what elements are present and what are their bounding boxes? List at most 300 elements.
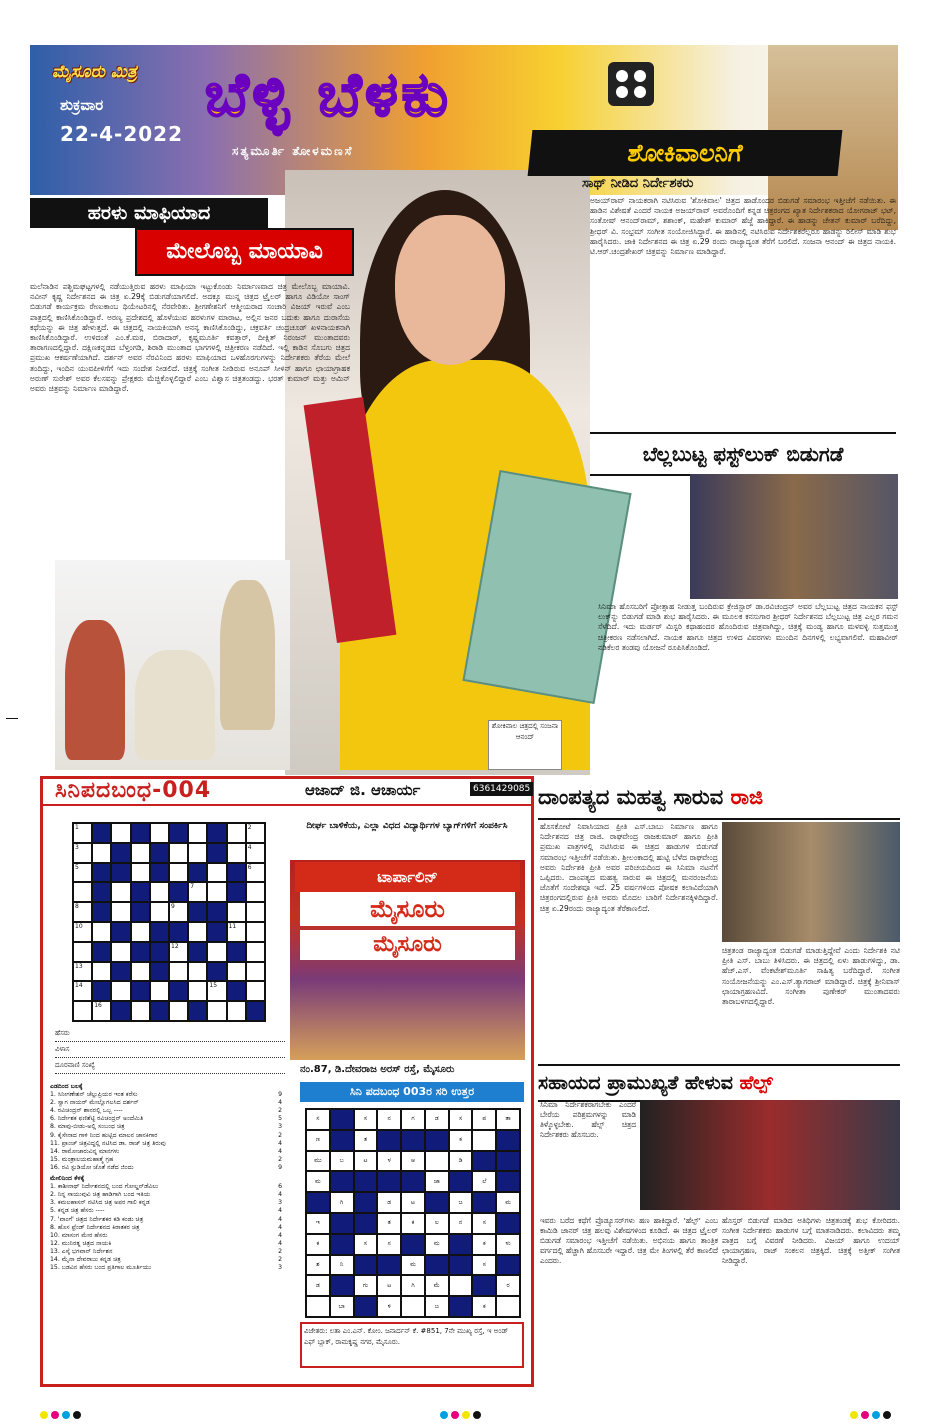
crossword-cell-number: 10	[75, 922, 83, 930]
answer-cell	[330, 1130, 354, 1151]
answer-cell	[401, 1171, 425, 1192]
crossword-cell-number: 7	[190, 883, 195, 891]
crossword-cell-number: 12	[171, 942, 179, 950]
clue-length: 4	[278, 1239, 282, 1247]
crossword-cell[interactable]	[111, 942, 130, 962]
clue-row	[50, 1148, 282, 1156]
crossword-cell	[92, 942, 111, 962]
answer-cell: ಟ	[354, 1151, 378, 1172]
crossword-cell	[227, 942, 246, 962]
crossword-cell-number: 6	[247, 863, 252, 871]
answer-cell: ಲ	[425, 1213, 449, 1234]
crossword-title: ಸಿನಿಪದಬಂಧ-004	[55, 778, 212, 803]
answer-cell: ನ	[449, 1213, 473, 1234]
answer-cell	[354, 1296, 378, 1317]
crossword-cell[interactable]	[246, 942, 265, 962]
clue-length: 2	[278, 1247, 282, 1255]
right-article-body: ಅಜಯ್‌ರಾವ್ ನಾಯಕರಾಗಿ ನಟಿಸಿರುವ 'ಶೋಕಿವಾಲ' ಚಿತ್ರದ ಹಾಡೊಂದರ ಬಿಡುಗಡೆ ಸಮಾರಂಭ ಇತ್ತೀಚೆಗೆ ನಡೆಯಿತು. ಈ ಹಾಡಿನ ವಿಶೇಷತೆ ಎಂದರೆ ನಾಯಕ ಅಜಯ್‌ರಾವ್ ಅವರೊಂದಿಗೆ ಕನ್ನಡ ಚಿತ್ರರಂಗದ ಖ್ಯಾತ ನಿರ್ದೇಶಕರಾದ ಯೋಗರಾಜ್ ಭಟ್, ಸಂತೋಷ್ ಆನಂದ್‌ರಾಮ್, ಶಶಾಂಕ್, ಮಹೇಶ್ ಕುಮಾರ್ ಹೆಜ್ಜೆ ಹಾಕಿದ್ದಾರೆ. ಈ ಹಾಡನ್ನು ಚೇತನ್ ಕುಮಾರ್ ಬರೆದಿದ್ದು, ಶ್ರೀಧರ್ ವಿ. ಸಂಭ್ರಮ್ ಸಂಗೀತ ಸಂಯೋಜಿಸಿದ್ದಾರೆ. ಈ ಹಾಡಿನಲ್ಲಿ ನಟಿಸಿರುವ ನಿರ್ದೇಶಕರೆಲ್ಲರೂ ಹಾಡನ್ನು ರಿಲೀಸ್ ಮಾಡಿ ಶುಭ ಹಾರೈಸಿದರು. ಜಾಕಿ ನಿರ್ದೇಶನದ ಈ ಚಿತ್ರ ಏ.29 ರಂದು ರಾಜ್ಯಾದ್ಯಂತ ತೆರೆಗೆ ಬರಲಿದೆ. ಸಂಜನಾ ಆನಂದ್ ಈ ಚಿತ್ರದ ನಾಯಕಿ. ಟಿ.ಆರ್.ಚಂದ್ರಶೇಖರ್ ಚಿತ್ರವನ್ನು ನಿರ್ಮಾಣ ಮಾಡಿದ್ದಾರೆ.	[590, 196, 896, 257]
raje-body-2: ಚಿತ್ರತಂಡ ರಾಜ್ಯಾದ್ಯಂತ ಬಿಡುಗಡೆ ಮಾಡುತ್ತಿದ್ದೇವೆ ಎಂದು ನಿರ್ದೇಶಕಿ ನಟಿ ಪ್ರೀತಿ ಎಸ್. ಬಾಬು ತಿಳಿಸಿದರು. ಈ ಚಿತ್ರದಲ್ಲಿ ಏಳು ಹಾಡುಗಳಿದ್ದು, ಡಾ. ಹೆಚ್.ಎಸ್. ವೆಂಕಟೇಶ್‌ಮೂರ್ತಿ ಸಾಹಿತ್ಯ ಬರೆದಿದ್ದಾರೆ. ಸಂಗೀತ ಸಂಯೋಜನೆಯನ್ನು ಎಂ.ಎಸ್.ತ್ಯಾಗರಾಜ್ ಮಾಡಿದ್ದಾರೆ. ಚಿತ್ರಕ್ಕೆ ಶ್ರೀನಿವಾಸ್ ಛಾಯಾಗ್ರಹಣವಿದೆ. ಸಂಗೀತಾ ಪುಣೇಕರ್ ಮುಂತಾದವರು ತಾರಾಬಳಗದಲ್ಲಿದ್ದಾರೆ.	[722, 946, 900, 1007]
crossword-cell[interactable]	[207, 863, 226, 883]
help-heading-text: ಸಹಾಯದ ಪ್ರಾಮುಖ್ಯತೆ ಹೇಳುವ	[538, 1072, 733, 1094]
clue-row	[50, 1140, 282, 1148]
crossword-cell[interactable]	[131, 1001, 150, 1021]
answer-cell: ಜಾ	[425, 1171, 449, 1192]
answer-cell: ಜ	[425, 1296, 449, 1317]
answer-cell	[425, 1192, 449, 1213]
down-clues	[50, 1183, 282, 1272]
answers-title: ಸಿನಿ ಪದಬಂಧ 003ರ ಸರಿ ಉತ್ತರ	[300, 1082, 524, 1102]
clue-length: 4	[278, 1147, 282, 1155]
answer-cell: ಡ	[306, 1275, 330, 1296]
crossword-cell	[92, 981, 111, 1001]
left-article-heading-1: ಹರಳು ಮಾಫಿಯಾದ	[30, 198, 268, 228]
clue-row	[50, 1248, 282, 1256]
ad-address: ನಂ.87, ಡಿ.ದೇವರಾಜ ಅರಸ್ ರಸ್ತೆ, ಮೈಸೂರು	[300, 1064, 455, 1075]
answer-cell: ಕ	[472, 1234, 496, 1255]
crossword-cell[interactable]	[92, 922, 111, 942]
crossword-cell	[131, 902, 150, 922]
clue-length: 3	[278, 1264, 282, 1272]
crossword-cell[interactable]	[73, 902, 92, 922]
answer-cell	[354, 1171, 378, 1192]
crossword-cell-number: 3	[75, 843, 79, 851]
answer-cell	[449, 1275, 473, 1296]
clue-length: 2	[278, 1155, 282, 1163]
answer-cell: ಶ	[306, 1255, 330, 1276]
winner-box: ವಿಜೇತರು: ಲತಾ ಎಂ.ಎನ್. ಕೋಂ. ಜನಾರ್ದನ್ ಕೆ. #851, 7ನೇ ಮುಖ್ಯ ರಸ್ತೆ, ಇ ಅಂಡ್ ಎಫ್ ಬ್ಲಾಕ್, ರಾಮಕೃಷ್ಣ ನಗರ, ಮೈಸೂರು.	[300, 1322, 524, 1368]
answer-cell	[377, 1130, 401, 1151]
clue-row	[50, 1156, 282, 1164]
clue-row	[50, 1224, 282, 1232]
supplement-title: ಬೆಳ್ಳಿ ಬೆಳಕು	[205, 60, 452, 130]
crossword-cell[interactable]	[73, 981, 92, 1001]
answer-cell	[496, 1171, 520, 1192]
answer-cell: ಸ	[472, 1255, 496, 1276]
clue-text: 8. ಮಾವು-ಬೀಡು-ಅಲ್ಲಿ ಸಂಬಂಧ ಚಿತ್ರ	[50, 1123, 125, 1131]
crossword-cell[interactable]	[73, 843, 92, 863]
crossword-cell[interactable]	[246, 882, 265, 902]
answer-cell	[449, 1255, 473, 1276]
crossword-cell	[188, 1001, 207, 1021]
crossword-cell[interactable]	[246, 981, 265, 1001]
crossword-cell	[92, 902, 111, 922]
answer-cell: ಮೆ	[425, 1275, 449, 1296]
answer-cell	[377, 1171, 401, 1192]
answer-cell: ನ	[377, 1109, 401, 1130]
crossword-cell[interactable]	[73, 863, 92, 883]
raje-event-photo	[722, 822, 900, 942]
answer-cell: ಮ	[306, 1171, 330, 1192]
answer-cell: ಸ	[449, 1109, 473, 1130]
right-article-heading: ಶೋಕಿವಾಲನಿಗೆ	[528, 130, 843, 176]
crossword-cell	[150, 843, 169, 863]
clue-length: 9	[278, 1091, 282, 1099]
clue-row	[50, 1115, 282, 1123]
crossword-cell[interactable]	[169, 843, 188, 863]
crossword-cell-number: 4	[247, 843, 252, 851]
registration-dots-center	[440, 1404, 520, 1414]
crossword-cell[interactable]	[246, 843, 265, 863]
crossword-cell	[111, 863, 130, 883]
crossword-cell[interactable]	[73, 942, 92, 962]
crossword-cell-number: 11	[228, 922, 237, 930]
answer-cell: ಳ	[377, 1151, 401, 1172]
crossword-cell[interactable]	[188, 981, 207, 1001]
answer-cell: ಸ	[306, 1109, 330, 1130]
clue-text: 2. ನಿನ್ನ ಸಾಯುವುವಿ ಚಿತ್ರ ಹಾಡಿಗಾಗಿ ಬಂದ ಇತಿಯ	[50, 1191, 151, 1199]
help-body-2: ಇವರು ಬರೆದ ಕಥೆಗೆ ಪ್ರೊಡ್ಯೂಸರ್‌ಗಳು ಹಣ ಹಾಕಿದ್ದಾರೆ. 'ಹೆಲ್ಪ್' ಎಂಬ ಕಾಮಿಡಿ ಜಾನರ್ ಚಿತ್ರ ಹಲವು ವಿಶೇಷಗಳಿಂದ ಕೂಡಿದೆ. ಈ ಚಿತ್ರದ ಟ್ರೈಲರ್ ಬಿಡುಗಡೆ ಸಮಾರಂಭ ಇತ್ತೀಚೆಗೆ ನಡೆಯಿತು. ಅಭಿನಯ ಹಾಗೂ ತಾಂತ್ರಿಕ ವರ್ಗದಲ್ಲಿ ಹೆಚ್ಚಾಗಿ ಹೊಸಬರೇ ಇದ್ದಾರೆ. ಚಿತ್ರ ಮೇ ತಿಂಗಳಲ್ಲಿ ತೆರೆ ಕಾಣಲಿದೆ ಎಂದರು.	[540, 1216, 718, 1265]
answer-cell	[472, 1130, 496, 1151]
answer-cell: ಗು	[354, 1275, 378, 1296]
help-heading-red: ಹೆಲ್ಪ್	[739, 1072, 773, 1094]
clue-length: 9	[278, 1163, 282, 1171]
crossword-cell[interactable]	[188, 882, 207, 902]
clue-row	[50, 1232, 282, 1240]
clue-row	[50, 1132, 282, 1140]
crossword-cell[interactable]	[246, 922, 265, 942]
issue-date: 22-4-2022	[60, 122, 184, 146]
crossword-cell[interactable]	[246, 962, 265, 982]
answer-cell: ಮ	[401, 1255, 425, 1276]
film-reel-icon	[608, 62, 654, 106]
crossword-cell[interactable]	[169, 902, 188, 922]
raje-body: ಹೊಸಕೋಟೆ ನಿವಾಸಿಯಾದ ಪ್ರೀತಿ ಎಸ್.ಬಾಬು ನಿರ್ಮಾಣ ಹಾಗೂ ನಿರ್ದೇಶನದ ಚಿತ್ರ ರಾಜಿ. ರಾಘವೇಂದ್ರ ರಾಜಕುಮಾರ್ ಹಾಗೂ ಪ್ರೀತಿ ಪ್ರಮುಖ ಪಾತ್ರಗಳಲ್ಲಿ ನಟಿಸಿರುವ ಈ ಚಿತ್ರದ ಹಾಡುಗಳ ಬಿಡುಗಡೆ ಸಮಾರಂಭ ಇತ್ತೀಚೆಗೆ ನಡೆಯಿತು. ಶ್ರೀಲಂಕಾದಲ್ಲಿ ಹುಟ್ಟಿ ಬೆಳೆದ ರಾಘವೇಂದ್ರ ಅವರು ನಿರ್ದೇಶಕಿ ಪ್ರೀತಿ ಅವರ ಪರಿಚಯದಿಂದ ಈ ಸಿನಿಮಾ ನಟನೆಗೆ ಒಪ್ಪಿದರು. ದಾಂಪತ್ಯದ ಮಹತ್ವ ಸಾರುವ ಈ ಚಿತ್ರದಲ್ಲಿ ಮನರಂಜನೆಯ ಜೊತೆಗೆ ಸಂದೇಶವೂ ಇದೆ. 25 ವರ್ಷಗಳಿಂದ ಪೋಷಕ ಕಲಾವಿದೆಯಾಗಿ ಚಿತ್ರರಂಗದಲ್ಲಿರುವ ಪ್ರೀತಿ ಅವರು ಮೊದಲ ಬಾರಿಗೆ ನಿರ್ದೇಶನಕ್ಕಿಳಿದಿದ್ದಾರೆ. ಚಿತ್ರ ಏ.29ರಂದು ರಾಜ್ಯಾದ್ಯಂತ ತೆರೆಕಾಣಲಿದೆ.	[540, 822, 718, 913]
crossword-cell	[188, 942, 207, 962]
answer-cell: ಕ	[306, 1234, 330, 1255]
clue-text: 14. ರಾಮೋಜಾರುವಿನ್ನ ಮಾನಗಳು	[50, 1147, 120, 1155]
crossword-cell	[111, 1001, 130, 1021]
answer-cell: ಕ	[401, 1213, 425, 1234]
crossword-cell	[111, 962, 130, 982]
crossword-cell[interactable]	[169, 863, 188, 883]
clue-row	[50, 1099, 282, 1107]
clue-text: 11. ಪ್ರಾಂಚ್ ಚಿತ್ರವಿದ್ದಲ್ಲಿ ನಟಿಸಿದ ಡಾ. ರಾಜ್ ಚಿತ್ರ ತಿರುವು	[50, 1139, 166, 1147]
clue-length: 4	[278, 1207, 282, 1215]
crossword-cell-number: 8	[75, 903, 79, 911]
ad-sign-1: ಟಾರ್ಪಾಲಿನ್	[295, 862, 520, 892]
clue-text: 15. ಬಡವಿನ ಹೆಸರು ಬಂದ ಪ್ರತಿಗಾಲ ಮೂರ್ತಿಯು	[50, 1264, 152, 1272]
form-name-field[interactable]: ಹೆಸರು	[55, 1026, 285, 1042]
clue-length: 4	[278, 1099, 282, 1107]
answer-cell	[496, 1255, 520, 1276]
paper-name: ಮೈಸೂರು ಮಿತ್ರ	[52, 62, 137, 82]
crossword-cell-number: 1	[75, 824, 79, 831]
clue-text: 1. ಸಿನೀಗಣೇಶನ್ ಚೆಲ್ಲುಪ್ರಿಯರ ಇಂತ ಕರೆಸು	[50, 1091, 138, 1099]
answer-cell: ಇ	[306, 1213, 330, 1234]
crossword-cell[interactable]	[73, 922, 92, 942]
raje-heading-red: ರಾಜಿ	[730, 785, 764, 809]
clue-text: 13. ಎಸ್ಕೆ ಭಗವಾನ್ ನಿರ್ದೇಶನ	[50, 1247, 113, 1255]
crossword-cell	[150, 962, 169, 982]
clue-row	[50, 1240, 282, 1248]
crossword-cell[interactable]	[111, 823, 130, 843]
answer-cell	[354, 1213, 378, 1234]
crossword-cell[interactable]	[73, 882, 92, 902]
answer-cell	[425, 1151, 449, 1172]
clue-row	[50, 1207, 282, 1215]
answer-cell: ಕ	[449, 1130, 473, 1151]
crossword-cell[interactable]	[246, 902, 265, 922]
crossword-cell	[150, 863, 169, 883]
answer-cell: ಳು	[496, 1234, 520, 1255]
clue-row	[50, 1091, 282, 1099]
answer-cell	[449, 1234, 473, 1255]
crossword-cell	[111, 922, 130, 942]
answer-cell	[449, 1171, 473, 1192]
clue-row	[50, 1264, 282, 1272]
hero-photo-face	[395, 215, 505, 365]
answer-cell: ಸ	[472, 1213, 496, 1234]
crossword-cell[interactable]	[207, 942, 226, 962]
answer-cell	[496, 1130, 520, 1151]
answer-cell	[330, 1275, 354, 1296]
crossword-cell[interactable]	[131, 962, 150, 982]
clue-length: 6	[278, 1183, 282, 1191]
answer-cell: ಕ	[472, 1296, 496, 1317]
crossword-clues	[50, 1080, 282, 1375]
crossword-cell[interactable]	[131, 922, 150, 942]
clue-length: 4	[278, 1223, 282, 1231]
answer-cell: ಗ	[401, 1109, 425, 1130]
crossword-cell[interactable]	[169, 962, 188, 982]
crossword-cell[interactable]	[150, 823, 169, 843]
clue-text: 15. ಮಂತ್ರಾಲಯಮಹಾತ್ಮೆ ಗ್ರಹ	[50, 1155, 114, 1163]
answer-cell	[330, 1213, 354, 1234]
crossword-cell[interactable]	[188, 922, 207, 942]
crossword-cell	[131, 942, 150, 962]
clue-text: 3. ಕಮಲಹಾಸನ್ ನಟಿಸಿದ ಚಿತ್ರ ಅಪರ ಗಾಲಿ ಕನ್ನಡ	[50, 1199, 150, 1207]
clue-text: 4. ರವಿಚಂದ್ರನ್ ಶಾನರಲ್ಲಿ ಒಬ್ಬ ----	[50, 1107, 123, 1115]
crossword-cell[interactable]	[92, 843, 111, 863]
crossword-cell	[131, 882, 150, 902]
crossword-cell	[207, 962, 226, 982]
clue-row	[50, 1107, 282, 1115]
crossword-cell[interactable]	[150, 902, 169, 922]
answer-cell: ಸ	[354, 1109, 378, 1130]
crossword-phone: 6361429085	[470, 782, 533, 796]
help-event-photo	[640, 1100, 900, 1210]
answer-cell	[496, 1151, 520, 1172]
left-article-body: ಮಲೆನಾಡಿನ ಪಶ್ಚಿಮಘಟ್ಟಗಳಲ್ಲಿ ನಡೆಯುತ್ತಿರುವ ಹರಳು ಮಾಫಿಯಾ ಇಟ್ಟುಕೊಂಡು ನಿರ್ಮಾಣವಾದ ಚಿತ್ರ ಮೇಲೊಬ್ಬ ಮಾಯಾವಿ. ನವೀನ್ ಕೃಷ್ಣ ನಿರ್ದೇಶನದ ಈ ಚಿತ್ರ ಏ.29ಕ್ಕೆ ಬಿಡುಗಡೆಯಾಗಲಿದೆ. ಅದಕ್ಕೂ ಮುನ್ನ ಚಿತ್ರದ ಟ್ರೈಲರ್ ಹಾಗೂ ವಿಡಿಯೋ ಸಾಂಗ್ ಬಿಡುಗಡೆ ಕಾರ್ಯಕ್ರಮ ರೇಣುಕಾಂಬ ಥಿಯೇಟರಿನಲ್ಲಿ ನೆರವೇರಿತು. ಶ್ರೀಗಣೇಶನಿಗೆ ಆತ್ಮೀಯರಾದ ಸಂಚಾರಿ ವಿಜಯ್ ಇರುವೆ ಎಂಬ ಪಾತ್ರದಲ್ಲಿ ಕಾಣಿಸಿಕೊಂಡಿದ್ದಾರೆ. ಅರಣ್ಯ ಪ್ರದೇಶದಲ್ಲಿ ಹೊಳೆಯುವ ಹರಳುಗಳ ಮಾರಾಟ, ಅಲ್ಲಿನ ಜನರ ಬದುಕು ಹಾಗೂ ದುರಾಸೆಯ ಕಥೆಯನ್ನು ಈ ಚಿತ್ರ ಹೇಳುತ್ತದೆ. ಈ ಚಿತ್ರದಲ್ಲಿ ನಾಯಕಿಯಾಗಿ ಅನನ್ಯ ಕಾಣಿಸಿಕೊಂಡಿದ್ದು, ಚಕ್ರವರ್ತಿ ಚಂದ್ರಚೂಡ್ ಖಳನಾಯಕನಾಗಿ ಕಾಣಿಸಿಕೊಂಡಿದ್ದಾರೆ. ಉಳಿದಂತೆ ಎಂ.ಕೆ.ಮಠ, ಬಿರಾದಾರ್, ಕೃಷ್ಣಮೂರ್ತಿ ಕವತ್ತಾರ್, ದೀಕ್ಷಿತ್ ನಿರಂಜನ್ ಮುಂತಾದವರು ತಾರಾಗಣದಲ್ಲಿದ್ದಾರೆ. ದಕ್ಷಿಣಕನ್ನಡದ ಬೆಳ್ತಂಗಡಿ, ಶಿರಾಡಿ ಮುಂತಾದ ಭಾಗಗಳಲ್ಲಿ ಚಿತ್ರೀಕರಣ ನಡೆದಿದೆ. ಇಲ್ಲಿ ಕಾಡಿನ ಸೊಬಗು ಚಿತ್ರದ ಪ್ರಮುಖ ಆಕರ್ಷಣೆಯಾಗಿದೆ. ದರ್ಶನ್ ಅವರ ನೆರವಿನಿಂದ ಹರಳು ಮಾಫಿಯಾದ ಒಳಹೊರಗುಗಳನ್ನು ನಿರ್ದೇಶಕರು ತೆರೆಯ ಮೇಲೆ ತಂದಿದ್ದು, ಇಂದಿನ ಯುವಪೀಳಿಗೆಗೆ ಇದು ಸಂದೇಶ ನೀಡಲಿದೆ. ಚಿತ್ರಕ್ಕೆ ಸಂಗೀತ ನೀಡಿರುವ ಅನೂಪ್ ಸೀಳಿನ್ ಹಾಗೂ ಛಾಯಾಗ್ರಾಹಕ ಅರುಣ್ ಸುರೇಶ್ ಅವರ ಕೆಲಸವನ್ನು ಪ್ರೇಕ್ಷಕರು ಮೆಚ್ಚಿಕೊಳ್ಳಲಿದ್ದಾರೆ ಎಂಬ ವಿಶ್ವಾಸ ಚಿತ್ರತಂಡದ್ದು. ಭರತ್ ಕುಮಾರ್ ಮತ್ತು ಅಮಿನ್ ಅವರು ಚಿತ್ರವನ್ನು ನಿರ್ಮಾಣ ಮಾಡಿದ್ದಾರೆ.	[30, 282, 350, 394]
answer-cell: ರ	[496, 1275, 520, 1296]
clue-length: 2	[278, 1131, 282, 1139]
answer-cell	[425, 1130, 449, 1151]
ad-sign-3: ಮೈಸೂರು	[300, 930, 515, 960]
crossword-cell	[227, 882, 246, 902]
answer-cell	[472, 1275, 496, 1296]
margin-mark	[6, 718, 18, 719]
answer-cell: ಗಿ	[330, 1192, 354, 1213]
photo-credit: ಶೋಕಿವಾಲ ಚಿತ್ರದಲ್ಲಿ ಸಂಜನಾ ಆನಂದ್	[488, 720, 562, 770]
crossword-cell[interactable]	[188, 962, 207, 982]
clue-text: 7. 'ವಾಂಗೆ' ಚಿತ್ರದ ನಿರ್ದೇಶಕರ ಕಡಿ ಕಂಡು ಚಿತ್ರ	[50, 1215, 144, 1223]
answer-cell: ಪ	[472, 1109, 496, 1130]
form-phone-field[interactable]: ದೂರವಾಣಿ ಸಂಖ್ಯೆ	[55, 1058, 285, 1074]
crossword-cell	[169, 823, 188, 843]
clue-text: 12. ಮುನಿರತ್ನ ಚಿತ್ರದ ನಾಯಕಿ	[50, 1239, 112, 1247]
crossword-cell-number: 14	[75, 982, 83, 990]
clue-row	[50, 1199, 282, 1207]
crossword-cell[interactable]	[92, 962, 111, 982]
crossword-cell[interactable]	[227, 1001, 246, 1021]
down-title: ಮೇಲಿನಿಂದ ಕೆಳಕ್ಕೆ	[50, 1175, 85, 1183]
answers-grid	[305, 1108, 521, 1318]
answer-cell	[449, 1296, 473, 1317]
crossword-cell-number: 16	[94, 1002, 102, 1010]
clue-row	[50, 1183, 282, 1191]
crossword-cell[interactable]	[111, 882, 130, 902]
answer-cell: ಬ	[330, 1151, 354, 1172]
crossword-cell	[207, 902, 226, 922]
clue-length: 2	[278, 1255, 282, 1263]
crossword-cell[interactable]	[207, 981, 226, 1001]
answer-cell	[401, 1296, 425, 1317]
crossword-cell[interactable]	[111, 902, 130, 922]
crossword-cell[interactable]	[111, 981, 130, 1001]
crossword-cell	[111, 843, 130, 863]
crossword-cell[interactable]	[227, 823, 246, 843]
crossword-cell	[188, 902, 207, 922]
crossword-cell	[227, 863, 246, 883]
crossword-cell[interactable]	[207, 1001, 226, 1021]
clue-length: 3	[278, 1123, 282, 1131]
clue-length: 4	[278, 1191, 282, 1199]
crossword-grid	[72, 822, 266, 1022]
crossword-cell-number: 5	[75, 863, 79, 871]
crossword-cell-number: 15	[209, 982, 218, 990]
crossword-cell[interactable]	[169, 1001, 188, 1021]
crossword-cell-number: 13	[75, 962, 83, 970]
crossword-cell	[92, 882, 111, 902]
crossword-cell[interactable]	[246, 863, 265, 883]
clue-length: 4	[278, 1215, 282, 1223]
answer-cell: ಡಿ	[449, 1151, 473, 1172]
answer-cell: ಮ	[425, 1234, 449, 1255]
crossword-cell[interactable]	[169, 942, 188, 962]
crossword-cell	[246, 1001, 265, 1021]
answer-cell	[377, 1255, 401, 1276]
crossword-cell[interactable]	[150, 981, 169, 1001]
clue-length: 2	[278, 1107, 282, 1115]
clue-text: 5. ಕನ್ನಡ ಚಿತ್ರ ಹೆಸರು ----	[50, 1207, 105, 1215]
answer-cell: ಬಾ	[330, 1296, 354, 1317]
crossword-cell[interactable]	[246, 823, 265, 843]
answer-cell	[401, 1130, 425, 1151]
help-heading	[538, 1064, 900, 1102]
answer-cell: ಡ	[425, 1109, 449, 1130]
right-article-subheading: ಸಾಥ್ ನೀಡಿದ ನಿರ್ದೇಶಕರು	[582, 176, 694, 191]
across-clues	[50, 1091, 282, 1172]
crossword-entry-form	[55, 1026, 285, 1078]
answer-cell	[330, 1171, 354, 1192]
crossword-cell[interactable]	[73, 962, 92, 982]
crossword-cell	[207, 922, 226, 942]
clue-row	[50, 1216, 282, 1224]
clue-length: 5	[278, 1115, 282, 1123]
crossword-cell	[169, 882, 188, 902]
weekday: ಶುಕ್ರವಾರ	[60, 96, 104, 114]
crossword-cell[interactable]	[73, 1001, 92, 1021]
crossword-cell[interactable]	[73, 823, 92, 843]
crossword-cell[interactable]	[188, 823, 207, 843]
still-person-1	[65, 620, 125, 760]
help-body-3: ಹೊಸ್ತರ್ ಬಿಡುಗಡೆ ಮಾಡಿದ ಅತಿಥಿಗಳು ಚಿತ್ರತಂಡಕ್ಕೆ ಶುಭ ಕೋರಿದರು. ಸಂಗೀತ ನಿರ್ದೇಶಕರು ಹಾಡುಗಳ ಬಗ್ಗೆ ಮಾತನಾಡಿದರು. ಕಲಾವಿದರು ತಮ್ಮ ಪಾತ್ರದ ಬಗ್ಗೆ ವಿವರಣೆ ನೀಡಿದರು. ವಿಜಯ್ ಹಾಗೂ ಉದಯ್ ಛಾಯಾಗ್ರಹಣ, ರಾಜ್ ಸಂಕಲನ ಚಿತ್ರಕ್ಕಿದೆ. ಚಿತ್ರಕ್ಕೆ ಅತ್ತೀಕ್ ಸಂಗೀತ ನೀಡಿದ್ದಾರೆ.	[722, 1216, 900, 1265]
answer-cell	[306, 1296, 330, 1317]
left-article-heading-2: ಮೇಲೊಬ್ಬ ಮಾಯಾವಿ	[135, 228, 354, 276]
answer-cell: ತ	[354, 1130, 378, 1151]
answer-cell: ಸ	[377, 1234, 401, 1255]
raje-heading-text: ದಾಂಪತ್ಯದ ಮಹತ್ವ ಸಾರುವ	[538, 785, 724, 809]
answer-cell: ತಾ	[496, 1109, 520, 1130]
form-address-field[interactable]: ವಿಳಾಸ	[55, 1042, 285, 1058]
still-person-3	[220, 580, 275, 730]
answer-cell: ಮ	[496, 1192, 520, 1213]
answer-cell: ತ	[377, 1213, 401, 1234]
crossword-cell-number: 2	[247, 824, 252, 831]
answer-cell	[306, 1192, 330, 1213]
crossword-cell	[131, 981, 150, 1001]
answer-cell: ಡ	[377, 1192, 401, 1213]
still-person-2	[135, 650, 215, 760]
clue-text: 10. ಮಾಸಂಗ ಮೇರ ಹೆಸರು	[50, 1231, 108, 1239]
answer-cell	[472, 1192, 496, 1213]
answer-cell: ಸ	[354, 1234, 378, 1255]
crossword-cell[interactable]	[131, 863, 150, 883]
ad-tagline: ದೀರ್ಘ ಬಾಳಿಕೆಯ, ಎಲ್ಲಾ ವಿಧದ ವಿದ್ಯಾರ್ಥಿಗಳ ಬ್ಯಾಗ್‌ಗಳಿಗೆ ಸಂಪರ್ಕಿಸಿ	[306, 821, 508, 831]
crossword-cell[interactable]	[227, 922, 246, 942]
answer-cell: ಜ	[449, 1192, 473, 1213]
crossword-cell[interactable]	[92, 1001, 111, 1021]
help-body: ಸಿನಿಮಾ ನಿರ್ದೇಶಕರಾಗಬೇಕು ಎಂದರೆ ಬೇರೆಯ ಪರಿಶ್ರಮಗಳನ್ನು ಮಾಡಿ ತಿಳ್ಕೊಳ್ಳಬೇಕು. ಹೆಲ್ಪ್ ಚಿತ್ರದ ನಿರ್ದೇಶಕರು ಹೊಸಬರು.	[540, 1100, 636, 1139]
answer-cell: ಳಿ	[377, 1296, 401, 1317]
answer-cell: ಣ	[306, 1130, 330, 1151]
answer-cell	[330, 1234, 354, 1255]
crossword-cell	[92, 863, 111, 883]
crossword-cell[interactable]	[188, 843, 207, 863]
crossword-cell	[227, 981, 246, 1001]
crossword-cell[interactable]	[207, 882, 226, 902]
answer-cell: ಆ	[401, 1151, 425, 1172]
answer-cell	[496, 1296, 520, 1317]
crossword-cell[interactable]	[227, 962, 246, 982]
crossword-cell	[169, 922, 188, 942]
answer-cell: ಟ	[377, 1275, 401, 1296]
crossword-cell[interactable]	[150, 882, 169, 902]
answer-cell	[496, 1213, 520, 1234]
registration-dots-right	[850, 1404, 930, 1414]
firstlook-body: ಸಿನಿಮಾ ಹೊಸಬರಿಗೆ ಪ್ರೋತ್ಸಾಹ ನೀಡುತ್ತ ಬಂದಿರುವ ಕ್ರೇಜಿಸ್ಟಾರ್ ಡಾ.ರವಿಚಂದ್ರನ್ ಅವರ ಬೆಲ್ಲಬುಟ್ಟ ಚಿತ್ರದ ನಾಯಕನ ಫಸ್ಟ್ ಲುಕ್‌ನ್ನು ಬಿಡುಗಡೆ ಮಾಡಿ ಶುಭ ಹಾರೈಸಿದರು. ಈ ಮೂಲಕ ಕನಸುಗಾರ ಶ್ರೀಧರ್ ನಿರ್ದೇಶನದ ಬೆಲ್ಲಬುಟ್ಟ ಚಿತ್ರ ಎಲ್ಲರ ಗಮನ ಸೆಳೆದಿದೆ. ಇದು ಮರ್ಡರ್ ಮಿಸ್ಟರಿ ಕಥಾಹಂದರ ಹೊಂದಿರುವ ಚಿತ್ರವಾಗಿದ್ದು, ಚಿತ್ರಕ್ಕೆ ಮಂಡ್ಯ ಹಾಗೂ ಮಳವಳ್ಳಿ ಸುತ್ತಮುತ್ತ ಚಿತ್ರೀಕರಣ ನಡೆಸಲಾಗಿದೆ. ನಾಯಕ ಹಾಗೂ ಚಿತ್ರದ ಉಳಿದ ವಿವರಗಳು ಮುಂದಿನ ದಿನಗಳಲ್ಲಿ ಲಭ್ಯವಾಗಲಿವೆ. ಮಹಾವೀರ್ ನಡಿಕೆಲರ ತಂಡವು ಯೋಜನೆ ರೂಪಿಸಿಕೊಂಡಿದೆ.	[598, 602, 898, 652]
clue-text: 6. ನಿರ್ದೇಶಕ ಫಣಿಶೆಟ್ಟಿ ರವಿಚಂದ್ರನ್ ಅಂದೆಮಿತಿ	[50, 1115, 144, 1123]
answer-cell: ಮು	[306, 1151, 330, 1172]
crossword-cell	[150, 922, 169, 942]
firstlook-photo	[690, 474, 898, 599]
answer-cell	[425, 1255, 449, 1276]
clue-text: 2. ಸ್ವಾಗ ನಾಯರ್ ಮೇಲ್ಲೊಗಲಸಿದ ದರ್ಶನ್	[50, 1099, 139, 1107]
crossword-cell	[188, 863, 207, 883]
raje-heading	[538, 776, 900, 820]
answer-cell	[354, 1192, 378, 1213]
crossword-cell	[207, 823, 226, 843]
answer-cell	[354, 1255, 378, 1276]
firstlook-heading: ಬೆಲ್ಲಬುಟ್ಟ ಫಸ್ಟ್‌ಲುಕ್ ಬಿಡುಗಡೆ	[590, 432, 896, 476]
crossword-cell[interactable]	[227, 843, 246, 863]
crossword-cell	[131, 823, 150, 843]
clue-text: 16. ರವಿ ಸ್ಟುಡಿಯೋ ಜೊತೆ ನಡೆದ ಜಿಂದು	[50, 1163, 134, 1171]
crossword-cell[interactable]	[227, 902, 246, 922]
crossword-cell	[150, 1001, 169, 1021]
answer-cell	[330, 1109, 354, 1130]
crossword-cell[interactable]	[131, 843, 150, 863]
